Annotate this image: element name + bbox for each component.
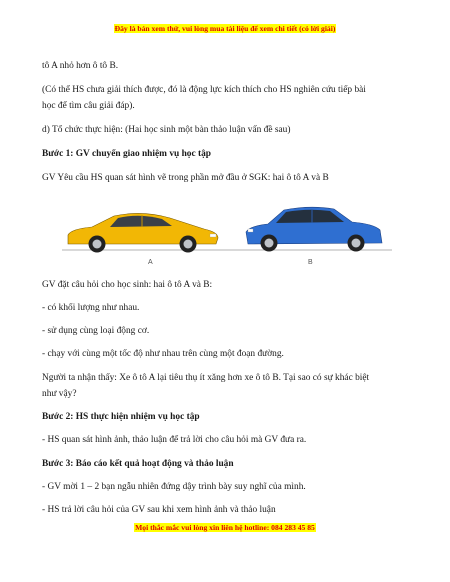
car-b-illustration — [246, 207, 382, 251]
paragraph-line: học để tìm câu giải đáp). — [42, 101, 135, 111]
hotline-banner — [0, 523, 450, 532]
paragraph-line: GV đặt câu hỏi cho học sinh: hai ô tô A và B: — [42, 280, 213, 290]
paragraph-line: Người ta nhận thấy: Xe ô tô A lại tiêu thụ ít xăng hơn xe ô tô B. Tại sao có sự khác biệt — [42, 373, 370, 383]
preview-notice-text: Đây là bản xem thử, vui lòng mua tài liệu để xem chi tiết (có lời giải) — [114, 24, 336, 33]
hotline-text: Mọi thắc mắc vui lòng xin liên hệ hotline: 084 283 45 85 — [135, 523, 315, 532]
cars-figure — [62, 196, 392, 270]
step-1-heading: Bước 1: GV chuyển giao nhiệm vụ học tập — [42, 149, 211, 159]
paragraph-line: d) Tổ chức thực hiện: (Hai học sinh một bàn thảo luận vấn đề sau) — [42, 125, 291, 135]
car-b-label: B — [308, 259, 313, 266]
car-a-illustration — [68, 213, 218, 252]
paragraph-line: (Có thể HS chưa giải thích được, đó là động lực kích thích cho HS nghiên cứu tiếp bài — [42, 85, 366, 95]
paragraph-line: như vậy? — [42, 389, 77, 399]
paragraph-line: tô A nhỏ hơn ô tô B. — [42, 61, 119, 71]
step-3-heading: Bước 3: Báo cáo kết quả hoạt động và thảo luận — [42, 459, 234, 469]
list-item: - HS trả lời câu hỏi của GV sau khi xem hình ảnh và thảo luận — [42, 505, 276, 515]
paragraph-line: GV Yêu cầu HS quan sát hình vẽ trong phần mở đầu ở SGK: hai ô tô A và B — [42, 173, 329, 183]
list-item: - HS quan sát hình ảnh, thảo luận để trả lời cho câu hỏi mà GV đưa ra. — [42, 435, 307, 445]
car-a-label: A — [148, 259, 153, 266]
preview-notice-banner — [0, 24, 450, 33]
list-item: - GV mời 1 – 2 bạn ngẫu nhiên đứng dậy trình bày suy nghĩ của mình. — [42, 482, 306, 492]
list-item: - sử dụng cùng loại động cơ. — [42, 326, 150, 336]
step-2-heading: Bước 2: HS thực hiện nhiệm vụ học tập — [42, 412, 200, 422]
list-item: - có khối lượng như nhau. — [42, 303, 140, 313]
list-item: - chạy với cùng một tốc độ như nhau trên cùng một đoạn đường. — [42, 349, 284, 359]
